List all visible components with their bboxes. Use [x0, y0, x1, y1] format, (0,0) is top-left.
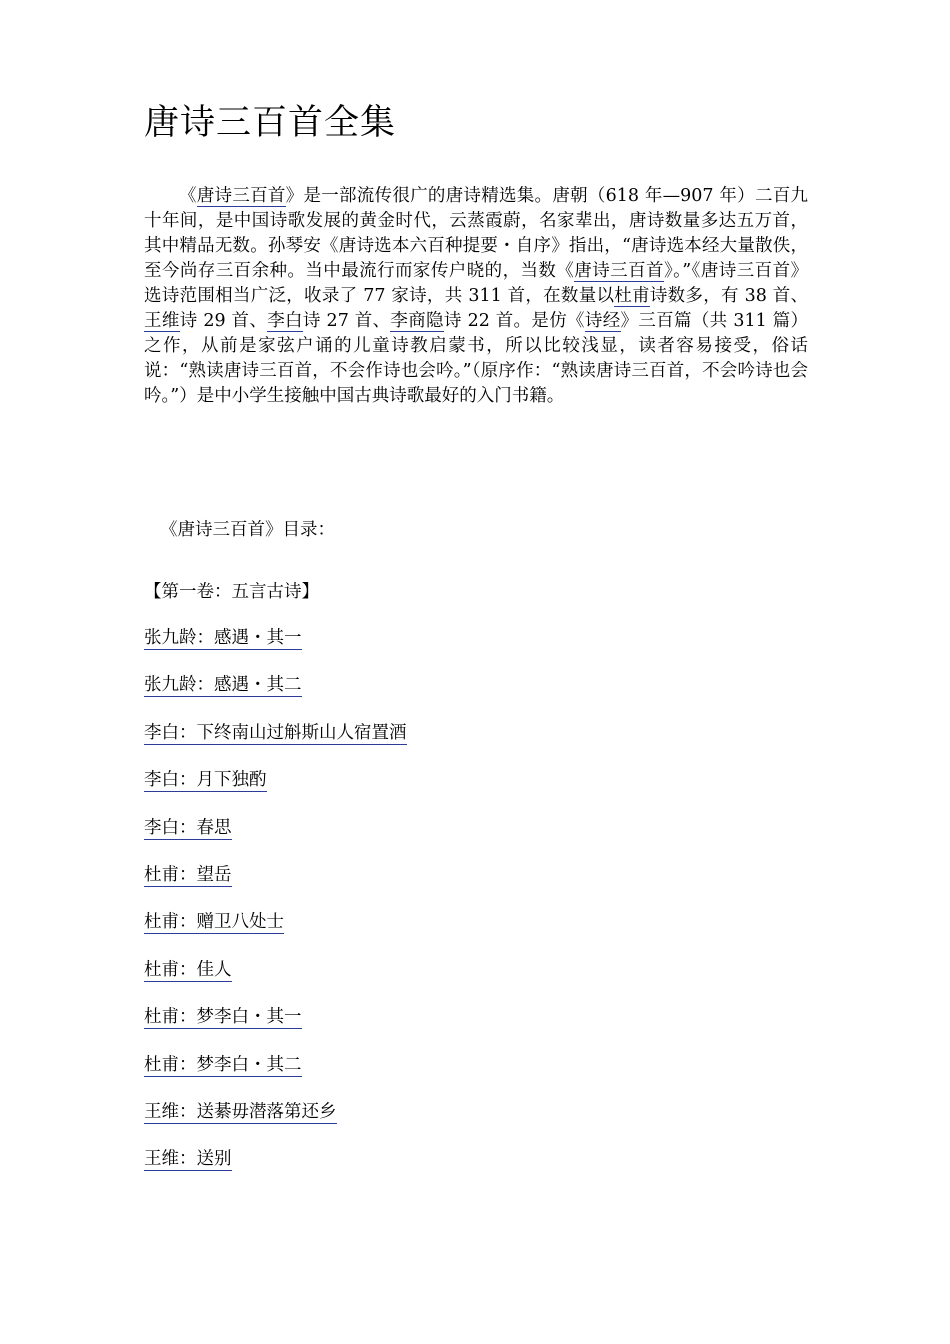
intro-text-1: 《: [179, 186, 197, 206]
toc-item: [144, 1099, 407, 1146]
toc-link[interactable]: 李白：下终南山过斛斯山人宿置酒: [144, 722, 407, 743]
intro-text-6: 诗 27 首、: [302, 311, 391, 331]
toc-item: [144, 862, 407, 909]
link-libai[interactable]: 李白: [267, 311, 303, 331]
intro-text-3: 》。”《唐诗三百首》选诗范围相当广泛，收录了 77 家诗，共 311 首，在数量以: [144, 261, 809, 306]
toc-list: [144, 625, 407, 1194]
toc-link[interactable]: 王维：送别: [144, 1149, 232, 1170]
toc-link[interactable]: 杜甫：梦李白・其一: [144, 1007, 302, 1028]
toc-item: [144, 720, 407, 767]
link-shijing[interactable]: 诗经: [584, 311, 621, 331]
intro-text-4: 诗数多，有 38 首、: [649, 286, 809, 306]
document-title: 唐诗三百首全集: [144, 103, 397, 143]
toc-link[interactable]: 杜甫：佳人: [144, 959, 232, 980]
link-dufu[interactable]: 杜甫: [614, 286, 650, 306]
toc-link[interactable]: 杜甫：梦李白・其二: [144, 1054, 302, 1075]
toc-link[interactable]: 杜甫：望岳: [144, 864, 232, 885]
toc-link[interactable]: 李白：春思: [144, 817, 232, 838]
toc-link[interactable]: 张九龄：感遇・其二: [144, 675, 302, 696]
link-tangshi-sanbaishou[interactable]: 唐诗三百首: [196, 186, 286, 206]
toc-link[interactable]: 王维：送綦毋潜落第还乡: [144, 1101, 337, 1122]
link-wangwei[interactable]: 王维: [144, 311, 180, 331]
toc-item: [144, 1146, 407, 1193]
toc-link[interactable]: 张九龄：感遇・其一: [144, 628, 302, 648]
intro-text-2: 》是一部流传很广的唐诗精选集。唐朝（618 年—907 年）二百九十年间，是中国诗歌发展的黄金时代，云蒸霞蔚，名家辈出，唐诗数量多达五万首，其中精品无数。孙琴安《唐诗选本六百种提要・自序》指出，“唐诗选本经大量散佚，至今尚存三百余种。当中最流行而家传户晓的，当数《: [144, 186, 809, 281]
link-lishangyin[interactable]: 李商隐: [390, 311, 444, 331]
toc-item: [144, 909, 407, 956]
intro-text-5: 诗 29 首、: [179, 311, 268, 331]
toc-item: [144, 625, 407, 672]
toc-item: [144, 957, 407, 1004]
toc-item: [144, 1004, 407, 1051]
intro-text-7: 诗 22 首。是仿《: [443, 311, 585, 331]
toc-heading: 《唐诗三百首》目录：: [160, 520, 335, 540]
toc-item: [144, 815, 407, 862]
section-label: 【第一卷：五言古诗】: [144, 582, 319, 602]
link-tangshi-sanbaishou-2[interactable]: 唐诗三百首: [574, 261, 664, 281]
toc-link[interactable]: 李白：月下独酌: [144, 770, 267, 791]
toc-item: [144, 1052, 407, 1099]
intro-paragraph: [144, 184, 808, 409]
toc-item: [144, 672, 407, 719]
toc-link[interactable]: 杜甫：赠卫八处士: [144, 912, 284, 933]
intro-text-8: 》三百篇（共 311 篇）之作，从前是家弦户诵的儿童诗教启蒙书，所以比较浅显，读者容易接受，俗话说：“熟读唐诗三百首，不会作诗也会吟。”（原序作：“熟读唐诗三百首，不会吟诗也会吟。”）是中小学生接触中国古典诗歌最好的入门书籍。: [144, 311, 808, 406]
toc-item: [144, 767, 407, 814]
